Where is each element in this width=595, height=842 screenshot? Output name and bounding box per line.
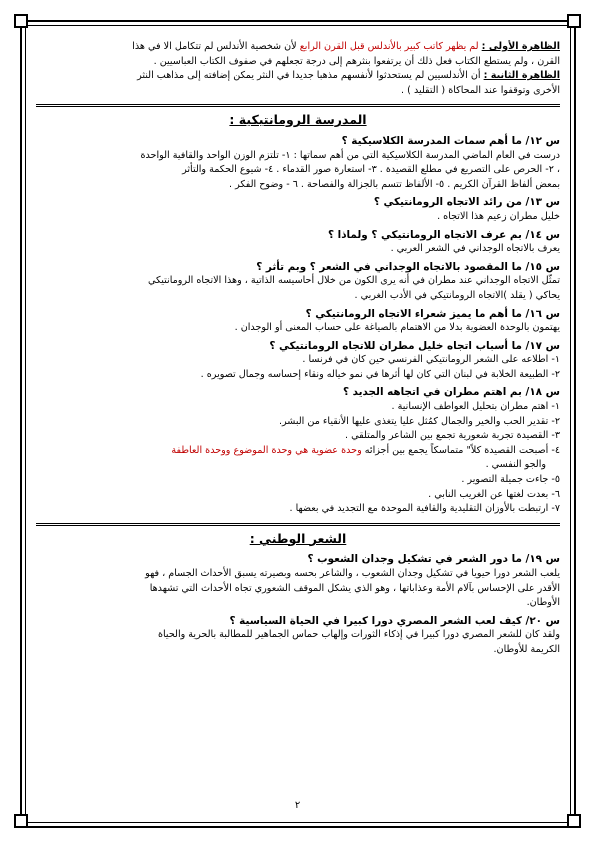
phenomenon-one-label: الظاهرة الأولى : (481, 41, 560, 52)
answer-13: خليل مطران زعيم هذا الاتجاه . (437, 210, 560, 222)
answer-17-item-2: ٢- الطبيعة الخلابة في لبنان التي كان لها أثرها في نمو خياله ونقاء إحساسه وجمال تصويره . (200, 368, 560, 380)
answer-14: يعرف بالاتجاه الوجداني في الشعر العربي . (390, 243, 560, 255)
section-divider (36, 523, 560, 526)
question-18: س ١٨/ بم اهتم مطران في اتجاهه الجديد ؟ (343, 386, 560, 399)
section-heading-romantic (36, 113, 560, 128)
corner-ornament-bottom-left (14, 814, 28, 828)
phenomenon-two-text: أن الأندلسيين لم يستحدثوا لأنفسهم مذهبا جديدا في النثر يمكن إضافته إلى مذاهب النثر (137, 70, 484, 82)
answer-19-line-3: الأوطان. (526, 597, 560, 609)
question-20: س ٢٠/ كيف لعب الشعر المصري دورا كبيرا في الحياة السياسية ؟ (229, 614, 560, 627)
phenomenon-one-highlight: لم يظهر كاتب كبير بالأندلس قبل القرن الرابع (299, 41, 482, 52)
answer-17-item-1: ١- اطلاعه على الشعر الرومانتيكي الفرنسي حين كان في فرنسا . (302, 354, 560, 366)
answer-18-item-3: ٣- القصيدة تجربة شعورية تجمع بين الشاعر والمتلقي . (345, 430, 560, 442)
answer-18-item-6: ٦- بعدت لغتها عن الغريب النابي . (428, 488, 560, 500)
phenomenon-one-text: لأن شخصية الأندلس لم تتكامل الا في هذا (132, 41, 300, 52)
answer-18-item-4 (36, 444, 560, 459)
section-heading-romantic-text: المدرسة الرومانتيكية : (229, 112, 367, 128)
question-14: س ١٤/ بم عرف الاتجاه الرومانتيكي ؟ ولماذا ؟ (327, 228, 560, 241)
phenomenon-one-line (36, 40, 560, 55)
answer-18-item-1: ١- اهتم مطران بتحليل العواطف الإنسانية . (391, 401, 560, 413)
section-heading-national-text: الشعر الوطني : (249, 530, 347, 546)
question-19: س ١٩/ ما دور الشعر في تشكيل وجدان الشعوب ؟ (307, 553, 560, 566)
page-number: ٢ (294, 800, 301, 811)
corner-ornament-bottom-right (567, 814, 581, 828)
question-15: س ١٥/ ما المقصود بالاتجاه الوجداني في الشعر ؟ وبم تأثر ؟ (256, 260, 560, 273)
question-17: س ١٧/ ما أسباب اتجاه خليل مطران للاتجاه الرومانتيكي ؟ (269, 339, 560, 352)
answer-12-line-2: ، ٢- الحرص على التصريع في مطلع القصيدة . ٣- استعارة صور القدماء . ٤- شيوع الحكمة والتأثر (182, 164, 560, 176)
section-divider (36, 104, 560, 107)
answer-20-line-1: ولقد كان للشعر المصري دورا كبيرا في إذكاء الثورات وإلهاب حماس الجماهير للمطالبة بالحرية والحياة (157, 629, 560, 641)
phenomenon-one-continuation: القرن ، ولم يستطع الكتاب فعل ذلك أن يرتفعوا بنثرهم إلى درجة تجعلهم في صفوف الكتاب العباسيين . (153, 55, 560, 67)
corner-ornament-top-right (567, 14, 581, 28)
answer-12-line-3: بمعض ألفاظ القرآن الكريم . ٥- الألفاظ تتسم بالجزالة والفصاحة . ٦ - وضوح الفكر . (229, 178, 560, 190)
answer-15-line-1: تمثّل الاتجاه الوجداني عند مطران في أنه يرى الكون من خلال أحاسيسه الذاتية ، وهذا الاتجاه الرومانتيكي (147, 275, 560, 287)
answer-18-item-5: ٥- جاءت جميلة التصوير . (461, 474, 560, 486)
document-body (36, 40, 560, 810)
corner-ornament-top-left (14, 14, 28, 28)
answer-18-item-7: ٧- ارتبطت بالأوزان التقليدية والقافية الموحدة مع التجديد في بعضها . (289, 503, 560, 515)
answer-19-line-2: الأقدر على الإحساس بآلام الأمة وعذاباتها ، وهو الذي يشكل الموقف الشعوري تجاه الأحداث التي تشهدها (149, 582, 560, 594)
phenomenon-two-line (36, 69, 560, 84)
answer-16: يهتمون بالوحدة العضوية بدلا من الاهتمام بالصياغة على حساب المعنى أو الوجدان . (234, 322, 560, 334)
answer-20-line-2: الكريمة للأوطان. (493, 643, 560, 655)
answer-18-item-4-highlight: وحدة عضوية هي وحدة الموضوع ووحدة العاطفة (171, 444, 362, 456)
phenomenon-two-label: الظاهرة الثانية : (483, 70, 560, 82)
answer-18-item-2: ٢- تقدير الحب والخير والجمال كمُثل عليا يتغذى عليها الأنقياء من البشر. (278, 415, 560, 427)
answer-18-item-4-continuation: والجو النفسي . (485, 459, 546, 471)
answer-19-line-1: يلعب الشعر دورا حيويا في تشكيل وجدان الشعوب ، والشاعر بحسه وبصيرته يسبق الأحداث الجسام ، فهو (145, 568, 560, 579)
answer-12-line-1: درست في العام الماضي المدرسة الكلاسيكية التي من أهم سماتها : ١- تلتزم الوزن الواحد والقافية الواحدة (140, 149, 560, 161)
question-16: س ١٦/ ما أهم ما يميز شعراء الاتجاه الرومانتيكي ؟ (305, 307, 560, 320)
phenomenon-two-continuation: الأخرى وتوقفوا عند المحاكاة ( التقليد ) . (401, 84, 560, 96)
answer-18-item-4-text: ٤- أصبحت القصيدة كلاً" متماسكاً يجمع بين أجزائه (361, 444, 560, 456)
answer-15-line-2: يحاكي ( يقلد )الاتجاه الرومانتيكي في الأدب الغربي . (354, 289, 560, 301)
question-12: س ١٢/ ما أهم سمات المدرسة الكلاسيكية ؟ (341, 134, 560, 147)
question-13: س ١٣/ من رائد الاتجاه الرومانتيكي ؟ (373, 196, 560, 209)
section-heading-national (36, 532, 560, 547)
